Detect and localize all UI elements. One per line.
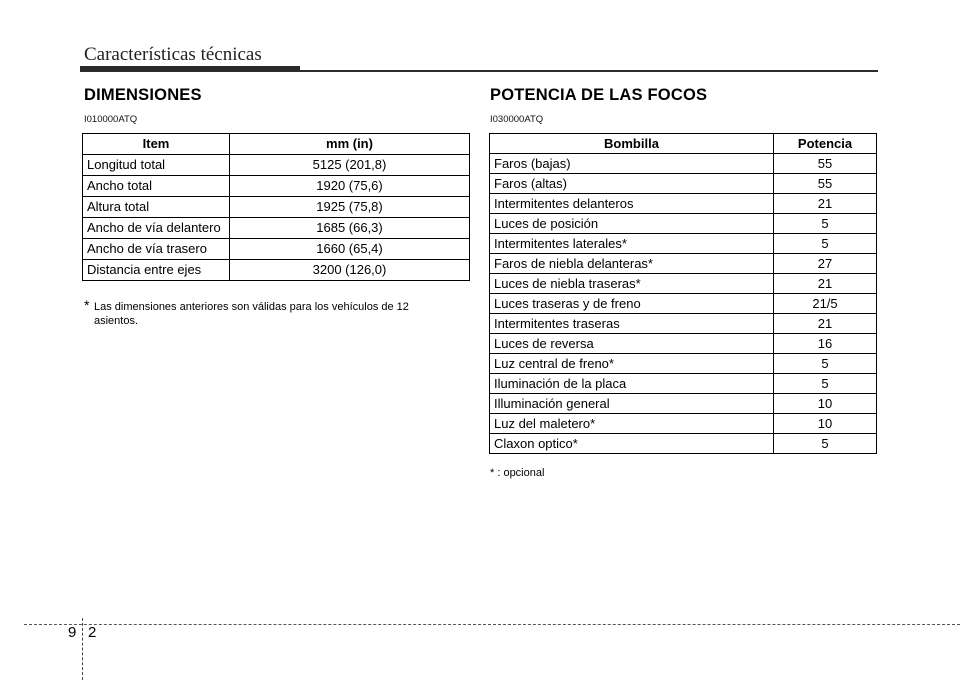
row-label: Illuminación general — [490, 394, 774, 414]
table-row — [490, 354, 877, 374]
row-label: Luz central de freno* — [490, 354, 774, 374]
row-value: 5125 (201,8) — [230, 155, 470, 176]
table-row — [83, 239, 470, 260]
row-value: 5 — [774, 434, 877, 454]
dimensions-code: I010000ATQ — [84, 114, 138, 125]
header-rule-thick — [80, 66, 300, 72]
table-row — [490, 214, 877, 234]
row-value: 1920 (75,6) — [230, 176, 470, 197]
row-value: 21 — [774, 314, 877, 334]
table-row — [83, 176, 470, 197]
row-label: Luces traseras y de freno — [490, 294, 774, 314]
table-row — [490, 334, 877, 354]
column-header-bulb: Bombilla — [490, 134, 774, 154]
row-label: Luces de reversa — [490, 334, 774, 354]
row-label: Distancia entre ejes — [83, 260, 230, 281]
row-value: 10 — [774, 394, 877, 414]
row-value: 21 — [774, 274, 877, 294]
row-label: Longitud total — [83, 155, 230, 176]
row-value: 55 — [774, 154, 877, 174]
bulbs-code: I030000ATQ — [490, 114, 544, 125]
row-label: Intermitentes laterales* — [490, 234, 774, 254]
row-value: 5 — [774, 354, 877, 374]
page-number-digit-2: 2 — [88, 624, 97, 641]
row-label: Intermitentes traseras — [490, 314, 774, 334]
table-header-row — [83, 134, 470, 155]
page-footer-divider — [82, 618, 83, 680]
footnote-line-2: asientos. — [94, 315, 139, 327]
table-row — [83, 197, 470, 218]
table-row — [83, 218, 470, 239]
table-row — [490, 254, 877, 274]
dimensions-footnote — [84, 297, 464, 328]
table-row — [490, 414, 877, 434]
column-header-item: Item — [83, 134, 230, 155]
column-header-power: Potencia — [774, 134, 877, 154]
table-header-row — [490, 134, 877, 154]
bulbs-footnote: * : opcional — [490, 467, 545, 479]
table-row — [490, 154, 877, 174]
row-value: 5 — [774, 214, 877, 234]
row-label: Ancho de vía trasero — [83, 239, 230, 260]
column-header-mm: mm (in) — [230, 134, 470, 155]
row-label: Luces de posición — [490, 214, 774, 234]
dimensions-title: DIMENSIONES — [84, 86, 202, 104]
table-row — [490, 194, 877, 214]
row-label: Claxon optico* — [490, 434, 774, 454]
row-label: Faros (bajas) — [490, 154, 774, 174]
table-row — [490, 394, 877, 414]
table-row — [83, 155, 470, 176]
row-label: Faros (altas) — [490, 174, 774, 194]
page-number-digit-1: 9 — [68, 624, 77, 641]
bulbs-table — [489, 133, 877, 454]
row-value: 1685 (66,3) — [230, 218, 470, 239]
header-rule-thin — [300, 70, 878, 72]
table-row — [490, 234, 877, 254]
row-value: 5 — [774, 374, 877, 394]
row-label: Ancho total — [83, 176, 230, 197]
page-header-title: Características técnicas — [84, 44, 262, 65]
row-value: 1925 (75,8) — [230, 197, 470, 218]
row-label: Intermitentes delanteros — [490, 194, 774, 214]
table-row — [490, 174, 877, 194]
row-value: 5 — [774, 234, 877, 254]
page-footer-rule — [24, 624, 960, 625]
row-value: 1660 (65,4) — [230, 239, 470, 260]
row-label: Luces de niebla traseras* — [490, 274, 774, 294]
row-value: 10 — [774, 414, 877, 434]
bulbs-title: POTENCIA DE LAS FOCOS — [490, 86, 708, 104]
row-value: 55 — [774, 174, 877, 194]
dimensions-table — [82, 133, 470, 281]
row-label: Altura total — [83, 197, 230, 218]
row-value: 3200 (126,0) — [230, 260, 470, 281]
table-row — [490, 434, 877, 454]
table-row — [83, 260, 470, 281]
row-value: 27 — [774, 254, 877, 274]
table-row — [490, 294, 877, 314]
footnote-star: * — [84, 297, 90, 313]
footnote-line-1: Las dimensiones anteriores son válidas para los vehículos de 12 — [94, 301, 409, 313]
row-value: 21 — [774, 194, 877, 214]
row-label: Iluminación de la placa — [490, 374, 774, 394]
table-row — [490, 314, 877, 334]
row-label: Faros de niebla delanteras* — [490, 254, 774, 274]
table-row — [490, 374, 877, 394]
row-label: Luz del maletero* — [490, 414, 774, 434]
table-row — [490, 274, 877, 294]
row-label: Ancho de vía delantero — [83, 218, 230, 239]
row-value: 21/5 — [774, 294, 877, 314]
row-value: 16 — [774, 334, 877, 354]
